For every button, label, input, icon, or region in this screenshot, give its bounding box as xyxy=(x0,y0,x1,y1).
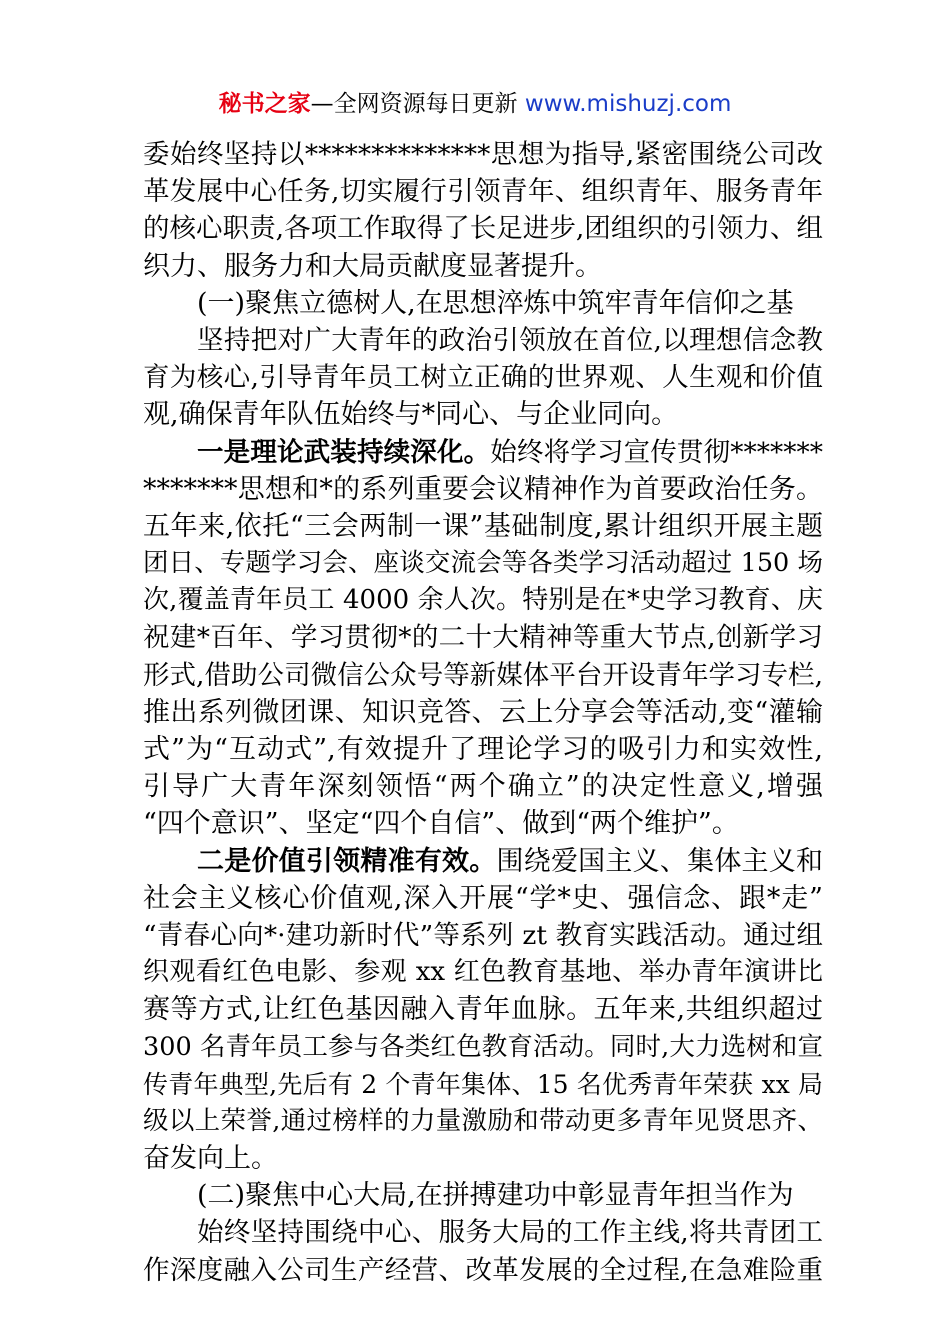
text-line: 式”为“互动式”,有效提升了理论学习的吸引力和实效性, xyxy=(143,734,823,765)
text-line: 级以上荣誉,通过榜样的力量激励和带动更多青年见贤思齐、 xyxy=(143,1105,823,1136)
text-line: 五年来,依托“三会两制一课”基础制度,累计组织开展主题 xyxy=(143,510,823,542)
text-line: 传青年典型,先后有 2 个青年集体、15 名优秀青年荣获 xx 局 xyxy=(143,1069,823,1099)
brand-name: 秘书之家 xyxy=(218,91,311,117)
bold-lead: 一是理论武装持续深化。 xyxy=(197,436,491,468)
text-line: 的核心职责,各项工作取得了长足进步,团组织的引领力、组 xyxy=(143,213,823,245)
text-line: 始终坚持围绕中心、服务大局的工作主线,将共青团工 xyxy=(197,1217,823,1249)
text-line: 革发展中心任务,切实履行引领青年、组织青年、服务青年 xyxy=(143,176,823,208)
text-line: 团日、专题学习会、座谈交流会等各类学习活动超过 150 场 xyxy=(143,548,823,579)
text-line: “青春心向*·建功新时代”等系列 zt 教育实践活动。通过组 xyxy=(143,919,823,951)
text-line: 形式,借助公司微信公众号等新媒体平台开设青年学习专栏, xyxy=(143,659,823,691)
text-run: 始终将学习宣传贯彻******* xyxy=(490,436,824,468)
text-line: 祝建*百年、学习贯彻*的二十大精神等重大节点,创新学习 xyxy=(143,622,823,654)
header-tagline: —全网资源每日更新 xyxy=(310,91,518,117)
section-heading: (二)聚焦中心大局,在拼搏建功中彰显青年担当作为 xyxy=(197,1180,794,1212)
text-line: 委始终坚持以**************思想为指导,紧密围绕公司改 xyxy=(143,139,823,170)
text-run: 围绕爱国主义、集体主义和 xyxy=(496,845,823,877)
text-line: 引导广大青年深刻领悟“两个确立”的决定性意义,增强 xyxy=(143,771,823,803)
text-line: *******思想和*的系列重要会议精神作为首要政治任务。 xyxy=(143,473,823,505)
text-line: 赛等方式,让红色基因融入青年血脉。五年来,共组织超过 xyxy=(143,994,823,1026)
text-line: 织观看红色电影、参观 xx 红色教育基地、举办青年演讲比 xyxy=(143,957,823,988)
text-line: 次,覆盖青年员工 4000 余人次。特别是在*史学习教育、庆 xyxy=(143,585,823,616)
text-line-mixed xyxy=(143,434,823,471)
text-line: 织力、服务力和大局贡献度显著提升。 xyxy=(143,250,602,282)
text-line: 社会主义核心价值观,深入开展“学*史、强信念、跟*走” xyxy=(143,882,823,914)
text-line: “四个意识”、坚定“四个自信”、做到“两个维护”。 xyxy=(143,808,739,840)
text-line: 推出系列微团课、知识竞答、云上分享会等活动,变“灌输 xyxy=(143,696,823,728)
text-line: 坚持把对广大青年的政治引领放在首位,以理想信念教 xyxy=(197,324,823,356)
text-line-mixed xyxy=(143,843,823,880)
text-line: 300 名青年员工参与各类红色教育活动。同时,大力选树和宣 xyxy=(143,1031,823,1062)
text-line: 作深度融入公司生产经营、改革发展的全过程,在急难险重 xyxy=(143,1254,823,1286)
text-line: 奋发向上。 xyxy=(143,1143,278,1175)
page-header xyxy=(0,88,950,120)
header-url[interactable]: www.mishuzj.com xyxy=(524,91,732,117)
text-line: 育为核心,引导青年员工树立正确的世界观、人生观和价值 xyxy=(143,362,823,394)
document-body xyxy=(143,136,823,1289)
bold-lead: 二是价值引领精准有效。 xyxy=(197,845,497,877)
section-heading: (一)聚焦立德树人,在思想淬炼中筑牢青年信仰之基 xyxy=(197,287,794,319)
text-line: 观,确保青年队伍始终与*同心、与企业同向。 xyxy=(143,399,679,431)
